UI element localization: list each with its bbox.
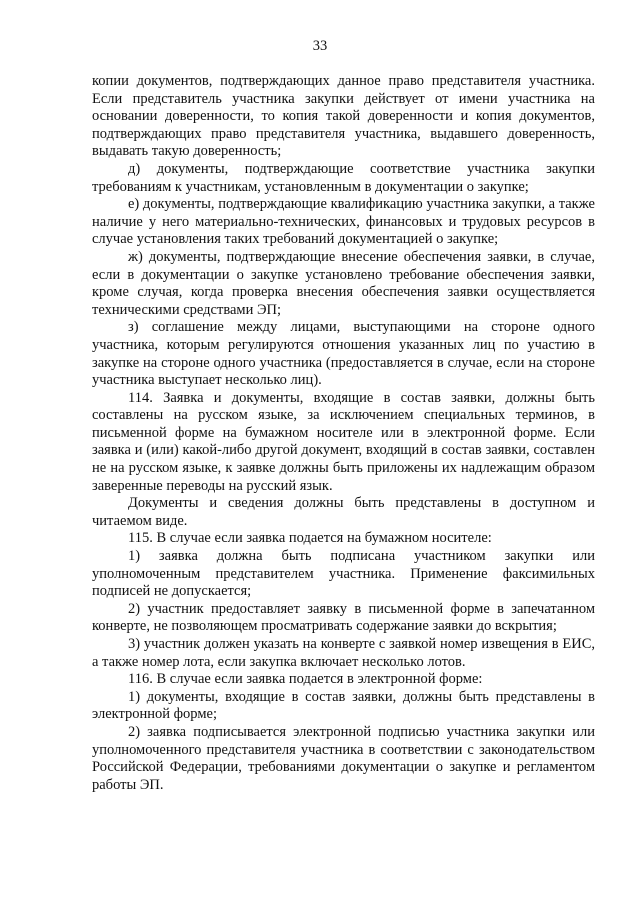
clause-114-note: Документы и сведения должны быть представлены в доступном и читаемом виде.: [92, 495, 595, 529]
clause-115-heading: 115. В случае если заявка подается на бумажном носителе:: [128, 530, 492, 547]
list-item-e: е) документы, подтверждающие квалификацию участника закупки, а также наличие у него материально-технических, финансовых и трудовых ресурсов в случае установления таких требований документацией о закупке;: [92, 196, 595, 248]
clause-114: 114. Заявка и документы, входящие в состав заявки, должны быть составлены на русском языке, за исключением специальных терминов, в письменной форме на бумажном носителе или в электронной форме. Если заявка и (или) какой-либо другой документ, входящий в состав заявки, составлен не на русском языке, к заявке должны быть приложены их надлежащим образом заверенные переводы на русский язык.: [92, 389, 595, 494]
document-body: [92, 73, 595, 794]
clause-116-item-1: 1) документы, входящие в состав заявки, должны быть представлены в электронной форме;: [92, 688, 595, 723]
clause-115-item-2: 2) участник предоставляет заявку в письменной форме в запечатанном конверте, не позволяющем просматривать содержание заявки до вскрытия;: [92, 600, 595, 635]
clause-115-item-3: 3) участник должен указать на конверте с заявкой номер извещения в ЕИС, а также номер лота, если закупка включает несколько лотов.: [92, 636, 595, 670]
list-item-d: д) документы, подтверждающие соответствие участника закупки требованиям к участникам, установленным в документации о закупке;: [92, 160, 595, 195]
list-item-z: з) соглашение между лицами, выступающими на стороне одного участника, которым регулируются отношения указанных лиц по участию в закупке на стороне одного участника (предоставляется в случае, если на стороне участника выступает несколько лиц).: [92, 319, 595, 389]
paragraph-continuation: копии документов, подтверждающих данное право представителя участника. Если представитель участника закупки действует от имени участника на основании доверенности, то копия такой доверенности и копия документов, подтверждающих право представителя участника, выдавшего доверенность, выдавать такую доверенность;: [92, 73, 595, 160]
page-number: 33: [312, 38, 328, 54]
list-item-zh: ж) документы, подтверждающие внесение обеспечения заявки, в случае, если в документации о закупке установлено требование обеспечения заявки, кроме случая, когда проверка внесения обеспечения заявки осуществляется техническими средствами ЭП;: [92, 248, 595, 318]
clause-115-item-1: 1) заявка должна быть подписана участником закупки или уполномоченным представителем участника. Применение факсимильных подписей не допускается;: [92, 548, 595, 600]
clause-116-item-2: 2) заявка подписывается электронной подписью участника закупки или уполномоченного представителя участника в соответствии с законодательством Российской Федерации, требованиями документации о закупке и регламентом работы ЭП.: [92, 723, 595, 793]
clause-116-heading: 116. В случае если заявка подается в электронной форме:: [128, 671, 483, 688]
